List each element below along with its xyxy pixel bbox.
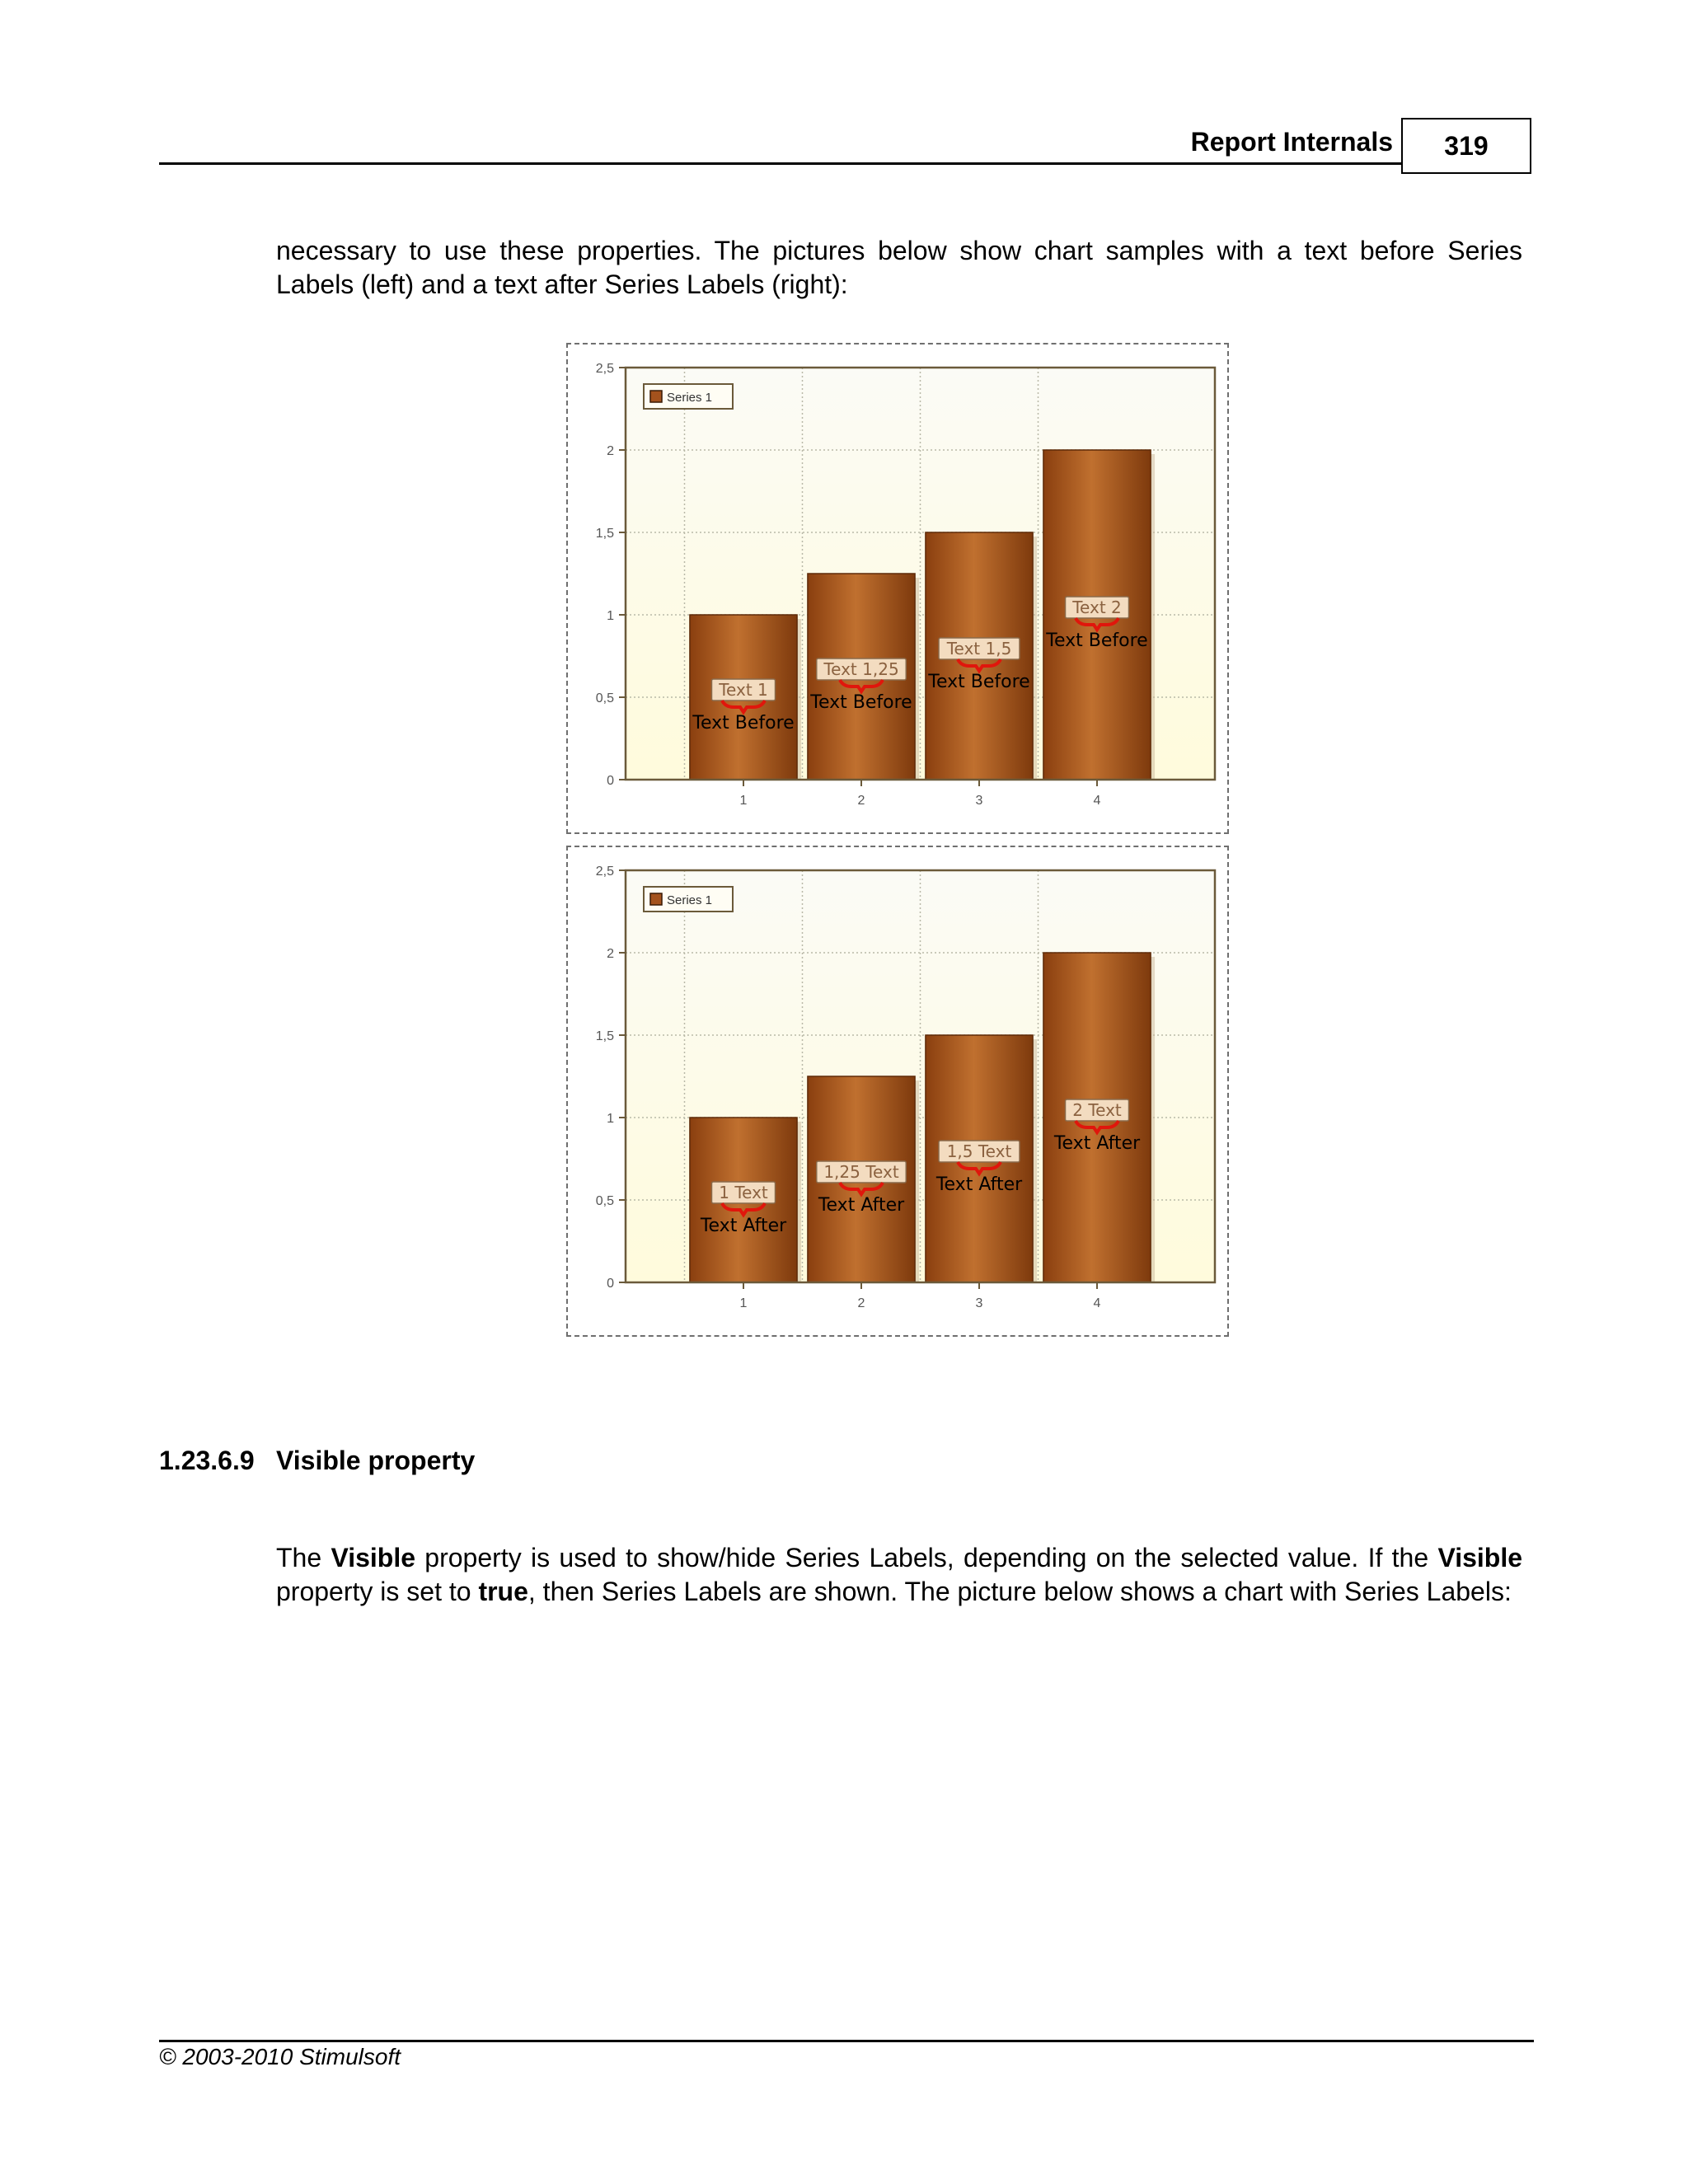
- section-title: Visible property: [276, 1446, 476, 1475]
- chart-svg: [568, 847, 1227, 1335]
- y-tick-label: 2: [607, 947, 614, 961]
- text-run: property is set to: [276, 1577, 479, 1606]
- header-title: Report Internals: [1190, 127, 1393, 157]
- chart-text-after: [566, 846, 1229, 1337]
- bold-term: Visible: [1437, 1543, 1523, 1572]
- data-label-value: 1,5 Text: [946, 1141, 1012, 1161]
- x-tick-label: 4: [1093, 1296, 1101, 1310]
- legend-swatch: [650, 893, 662, 905]
- legend-swatch: [650, 391, 662, 402]
- section-number: 1.23.6.9: [159, 1446, 255, 1475]
- text-run: property is used to show/hide Series Labels, depending on the selected value. If the: [415, 1543, 1438, 1572]
- header-rule: [159, 162, 1402, 165]
- y-tick-label: 1,5: [595, 527, 614, 541]
- data-label-value: Text 1,25: [823, 659, 899, 679]
- legend-label: Series 1: [667, 893, 713, 907]
- y-tick-label: 1: [607, 1112, 614, 1126]
- data-label-note: Text After: [818, 1195, 905, 1216]
- text-run: The: [276, 1543, 331, 1572]
- data-label-value: Text 2: [1072, 598, 1122, 617]
- y-tick-label: 2,5: [595, 362, 614, 376]
- data-label-value: Text 1,5: [946, 639, 1012, 658]
- data-label-note: Text After: [1053, 1133, 1141, 1154]
- y-tick-label: 1: [607, 609, 614, 623]
- y-tick-label: 0,5: [595, 691, 614, 705]
- y-tick-label: 0: [607, 1277, 614, 1291]
- data-label-note: Text Before: [810, 692, 912, 713]
- y-tick-label: 1,5: [595, 1029, 614, 1043]
- intro-paragraph: necessary to use these properties. The pictures below show chart samples with a text before Series Labels (left) and a text after Series Labels (right):: [276, 236, 1522, 299]
- data-label-note: Text Before: [1046, 630, 1148, 651]
- x-tick-label: 3: [975, 1296, 983, 1310]
- bold-term: true: [478, 1577, 528, 1606]
- data-label-value: 1 Text: [719, 1183, 768, 1202]
- y-tick-label: 2,5: [595, 865, 614, 879]
- y-tick-label: 0: [607, 774, 614, 788]
- footer-rule: [159, 2040, 1534, 2042]
- x-tick-label: 4: [1093, 794, 1101, 808]
- chart-text-before: [566, 343, 1229, 834]
- bold-term: Visible: [331, 1543, 416, 1572]
- x-tick-label: 2: [857, 794, 865, 808]
- x-tick-label: 2: [857, 1296, 865, 1310]
- y-tick-label: 2: [607, 444, 614, 458]
- text-run: , then Series Labels are shown. The picture below shows a chart with Series Labels:: [528, 1577, 1512, 1606]
- page-number: 319: [1401, 118, 1531, 174]
- x-tick-label: 1: [739, 1296, 748, 1310]
- data-label-note: Text Before: [692, 713, 795, 733]
- data-label-note: Text After: [935, 1174, 1023, 1195]
- data-label-value: 2 Text: [1072, 1100, 1122, 1120]
- data-label-note: Text Before: [928, 672, 1030, 692]
- data-label-value: 1,25 Text: [823, 1162, 899, 1182]
- chart-svg: [568, 344, 1227, 832]
- data-label-note: Text After: [700, 1216, 787, 1236]
- y-tick-label: 0,5: [595, 1194, 614, 1208]
- x-tick-label: 3: [975, 794, 983, 808]
- footer-copyright: © 2003-2010 Stimulsoft: [159, 2044, 401, 2069]
- section-heading: [159, 1446, 475, 1476]
- legend-label: Series 1: [667, 391, 713, 405]
- x-tick-label: 1: [739, 794, 748, 808]
- body-paragraph: [276, 1541, 1522, 1609]
- data-label-value: Text 1: [719, 680, 768, 700]
